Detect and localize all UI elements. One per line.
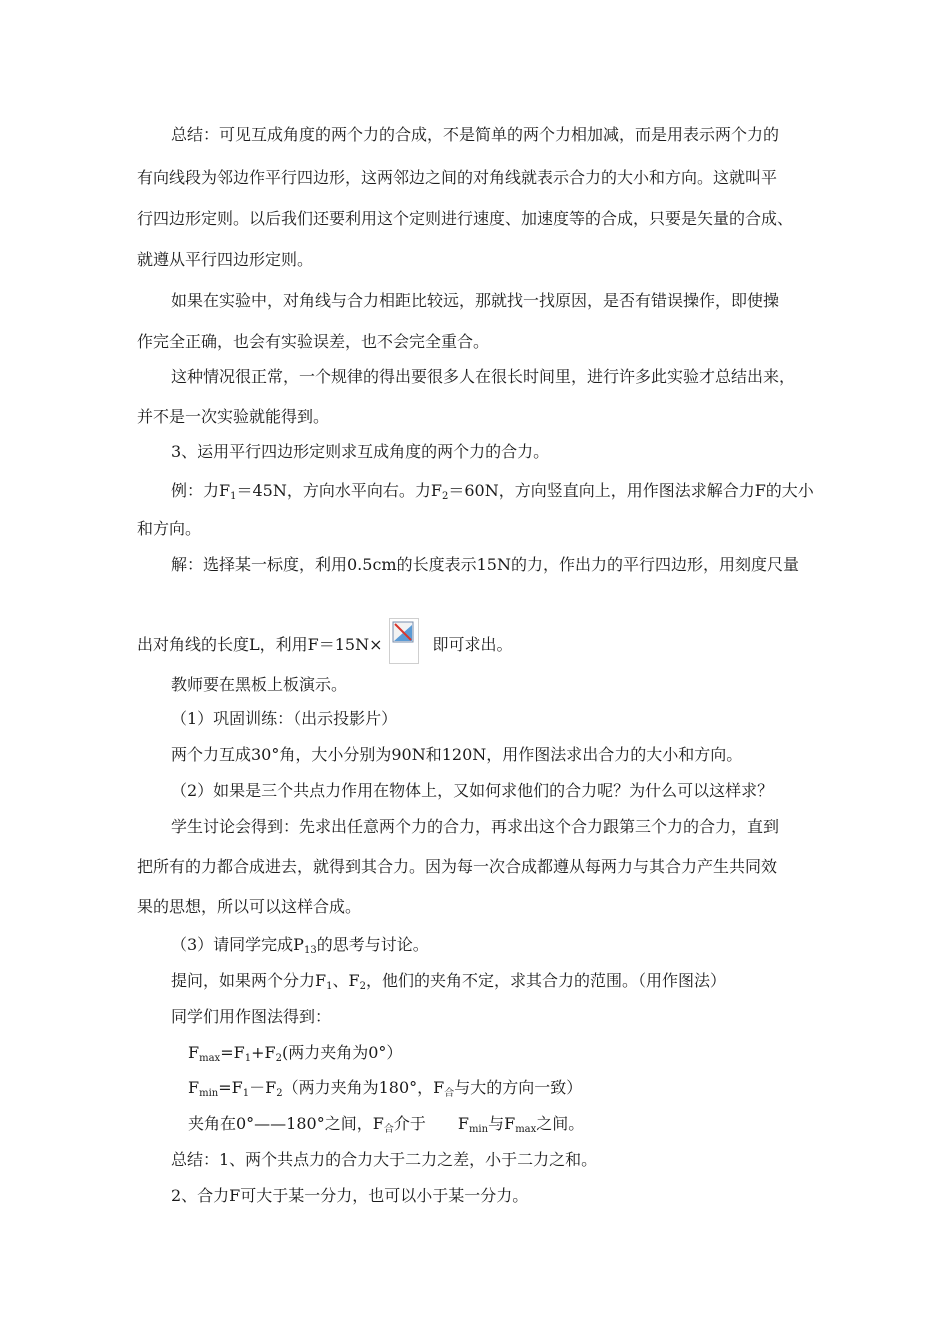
- task-3-text-b: 的思考与讨论。: [316, 935, 429, 954]
- summary-paragraph-line-1: 总结：可见互成角度的两个力的合成，不是简单的两个力相加减，而是用表示两个力的: [171, 125, 780, 144]
- subscript: min: [199, 1088, 219, 1099]
- subscript: 合: [383, 1124, 394, 1135]
- example-text-a: 例：力F: [171, 481, 231, 500]
- formula-part: (两力夹角为0°）: [281, 1043, 403, 1062]
- solution-line-1: 解：选择某一标度，利用0.5cm的长度表示15N的力，作出力的平行四边形，用刻度尺量: [171, 555, 799, 574]
- formula-part: 与大的方向一致）: [454, 1078, 583, 1097]
- experiment-paragraph-line-2: 作完全正确，也会有实验误差，也不会完全重合。: [137, 332, 490, 351]
- normal-case-paragraph-line-1: 这种情况很正常，一个规律的得出要很多人在很长时间里，进行许多此实验才总结出来，: [171, 367, 796, 386]
- subscript: max: [515, 1124, 537, 1135]
- solution-line-2: [137, 618, 513, 664]
- subscript: 2: [441, 491, 449, 502]
- solution-text-b: 即可求出。: [432, 635, 513, 654]
- subscript: 2: [359, 981, 366, 992]
- subscript: 2: [275, 1053, 282, 1064]
- formula-part: （两力夹角为180°，F: [282, 1078, 445, 1097]
- formula-part: －F: [249, 1078, 277, 1097]
- solution-text-a: 出对角线的长度L，利用F＝15N×: [137, 635, 383, 654]
- discussion-line-3: 果的思想，所以可以这样合成。: [137, 897, 362, 916]
- formula-image: [389, 618, 419, 664]
- range-part: 之间。: [536, 1114, 585, 1133]
- example-text-b: ＝45N，方向水平向右。力F: [236, 481, 442, 500]
- broken-image-icon: [392, 621, 414, 643]
- example-text-c: ＝60N，方向竖直向上，用作图法求解合力F的大小: [448, 481, 814, 500]
- subscript: min: [468, 1124, 489, 1135]
- example-line-1: [171, 480, 814, 508]
- range-part: F: [457, 1114, 469, 1133]
- conclusion-2: 2、合力F可大于某一分力，也可以小于某一分力。: [171, 1186, 529, 1205]
- discussion-line-1: 学生讨论会得到：先求出任意两个力的合力，再求出这个合力跟第三个力的合力，直到: [171, 817, 780, 836]
- experiment-paragraph-line-1: 如果在实验中，对角线与合力相距比较远，那就找一找原因，是否有错误操作，即使操: [171, 291, 780, 310]
- question-line: [171, 970, 726, 998]
- formula-part: F: [188, 1078, 200, 1097]
- students-result-intro: 同学们用作图法得到：: [171, 1007, 332, 1026]
- example-line-2: 和方向。: [137, 519, 202, 538]
- formula-part: F: [188, 1043, 200, 1062]
- subscript: 2: [276, 1088, 283, 1099]
- formula-part: =F: [218, 1078, 243, 1097]
- conclusion-1: 总结：1、两个共点力的合力大于二力之差，小于二力之和。: [171, 1150, 598, 1169]
- subscript: 13: [303, 945, 317, 956]
- summary-paragraph-line-2: 有向线段为邻边作平行四边形，这两邻边之间的对角线就表示合力的大小和方向。这就叫平: [137, 168, 778, 187]
- formula-part: +F: [251, 1043, 276, 1062]
- range-part: 介于: [393, 1114, 426, 1133]
- range-part: 与F: [488, 1114, 516, 1133]
- subscript: max: [199, 1053, 221, 1064]
- task-3-text-a: （3）请同学完成P: [171, 935, 304, 954]
- range-part: 夹角在0°——180°之间，F: [188, 1114, 384, 1133]
- angle-range-line: [188, 1113, 584, 1141]
- question-text-a: 提问，如果两个分力F: [171, 971, 327, 990]
- task-3-line: [171, 934, 429, 962]
- practice-question: 两个力互成30°角，大小分别为90N和120N，用作图法求出合力的大小和方向。: [171, 745, 743, 764]
- summary-paragraph-line-3: 行四边形定则。以后我们还要利用这个定则进行速度、加速度等的合成，只要是矢量的合成、: [137, 209, 794, 228]
- practice-heading: （1）巩固训练：（出示投影片）: [171, 709, 398, 728]
- section-3-heading: 3、运用平行四边形定则求互成角度的两个力的合力。: [171, 442, 550, 461]
- fmax-formula: [188, 1042, 402, 1070]
- teacher-note: 教师要在黑板上板演示。: [171, 675, 348, 694]
- discussion-line-2: 把所有的力都合成进去，就得到其合力。因为每一次合成都遵从每两力与其合力产生共同效: [137, 857, 778, 876]
- question-text-b: 、F: [332, 971, 360, 990]
- normal-case-paragraph-line-2: 并不是一次实验就能得到。: [137, 407, 330, 426]
- subscript: 1: [326, 981, 333, 992]
- subscript: 1: [242, 1088, 250, 1099]
- question-text-c: ，他们的夹角不定，求其合力的范围。（用作图法）: [365, 971, 726, 990]
- subscript: 1: [230, 491, 237, 502]
- summary-paragraph-line-4: 就遵从平行四边形定则。: [137, 250, 314, 269]
- subscript: 合: [444, 1088, 455, 1099]
- three-forces-question: （2）如果是三个共点力作用在物体上，又如何求他们的合力呢？为什么可以这样求？: [171, 781, 774, 800]
- fmin-formula: [188, 1077, 582, 1105]
- subscript: 1: [244, 1053, 252, 1064]
- formula-part: =F: [220, 1043, 245, 1062]
